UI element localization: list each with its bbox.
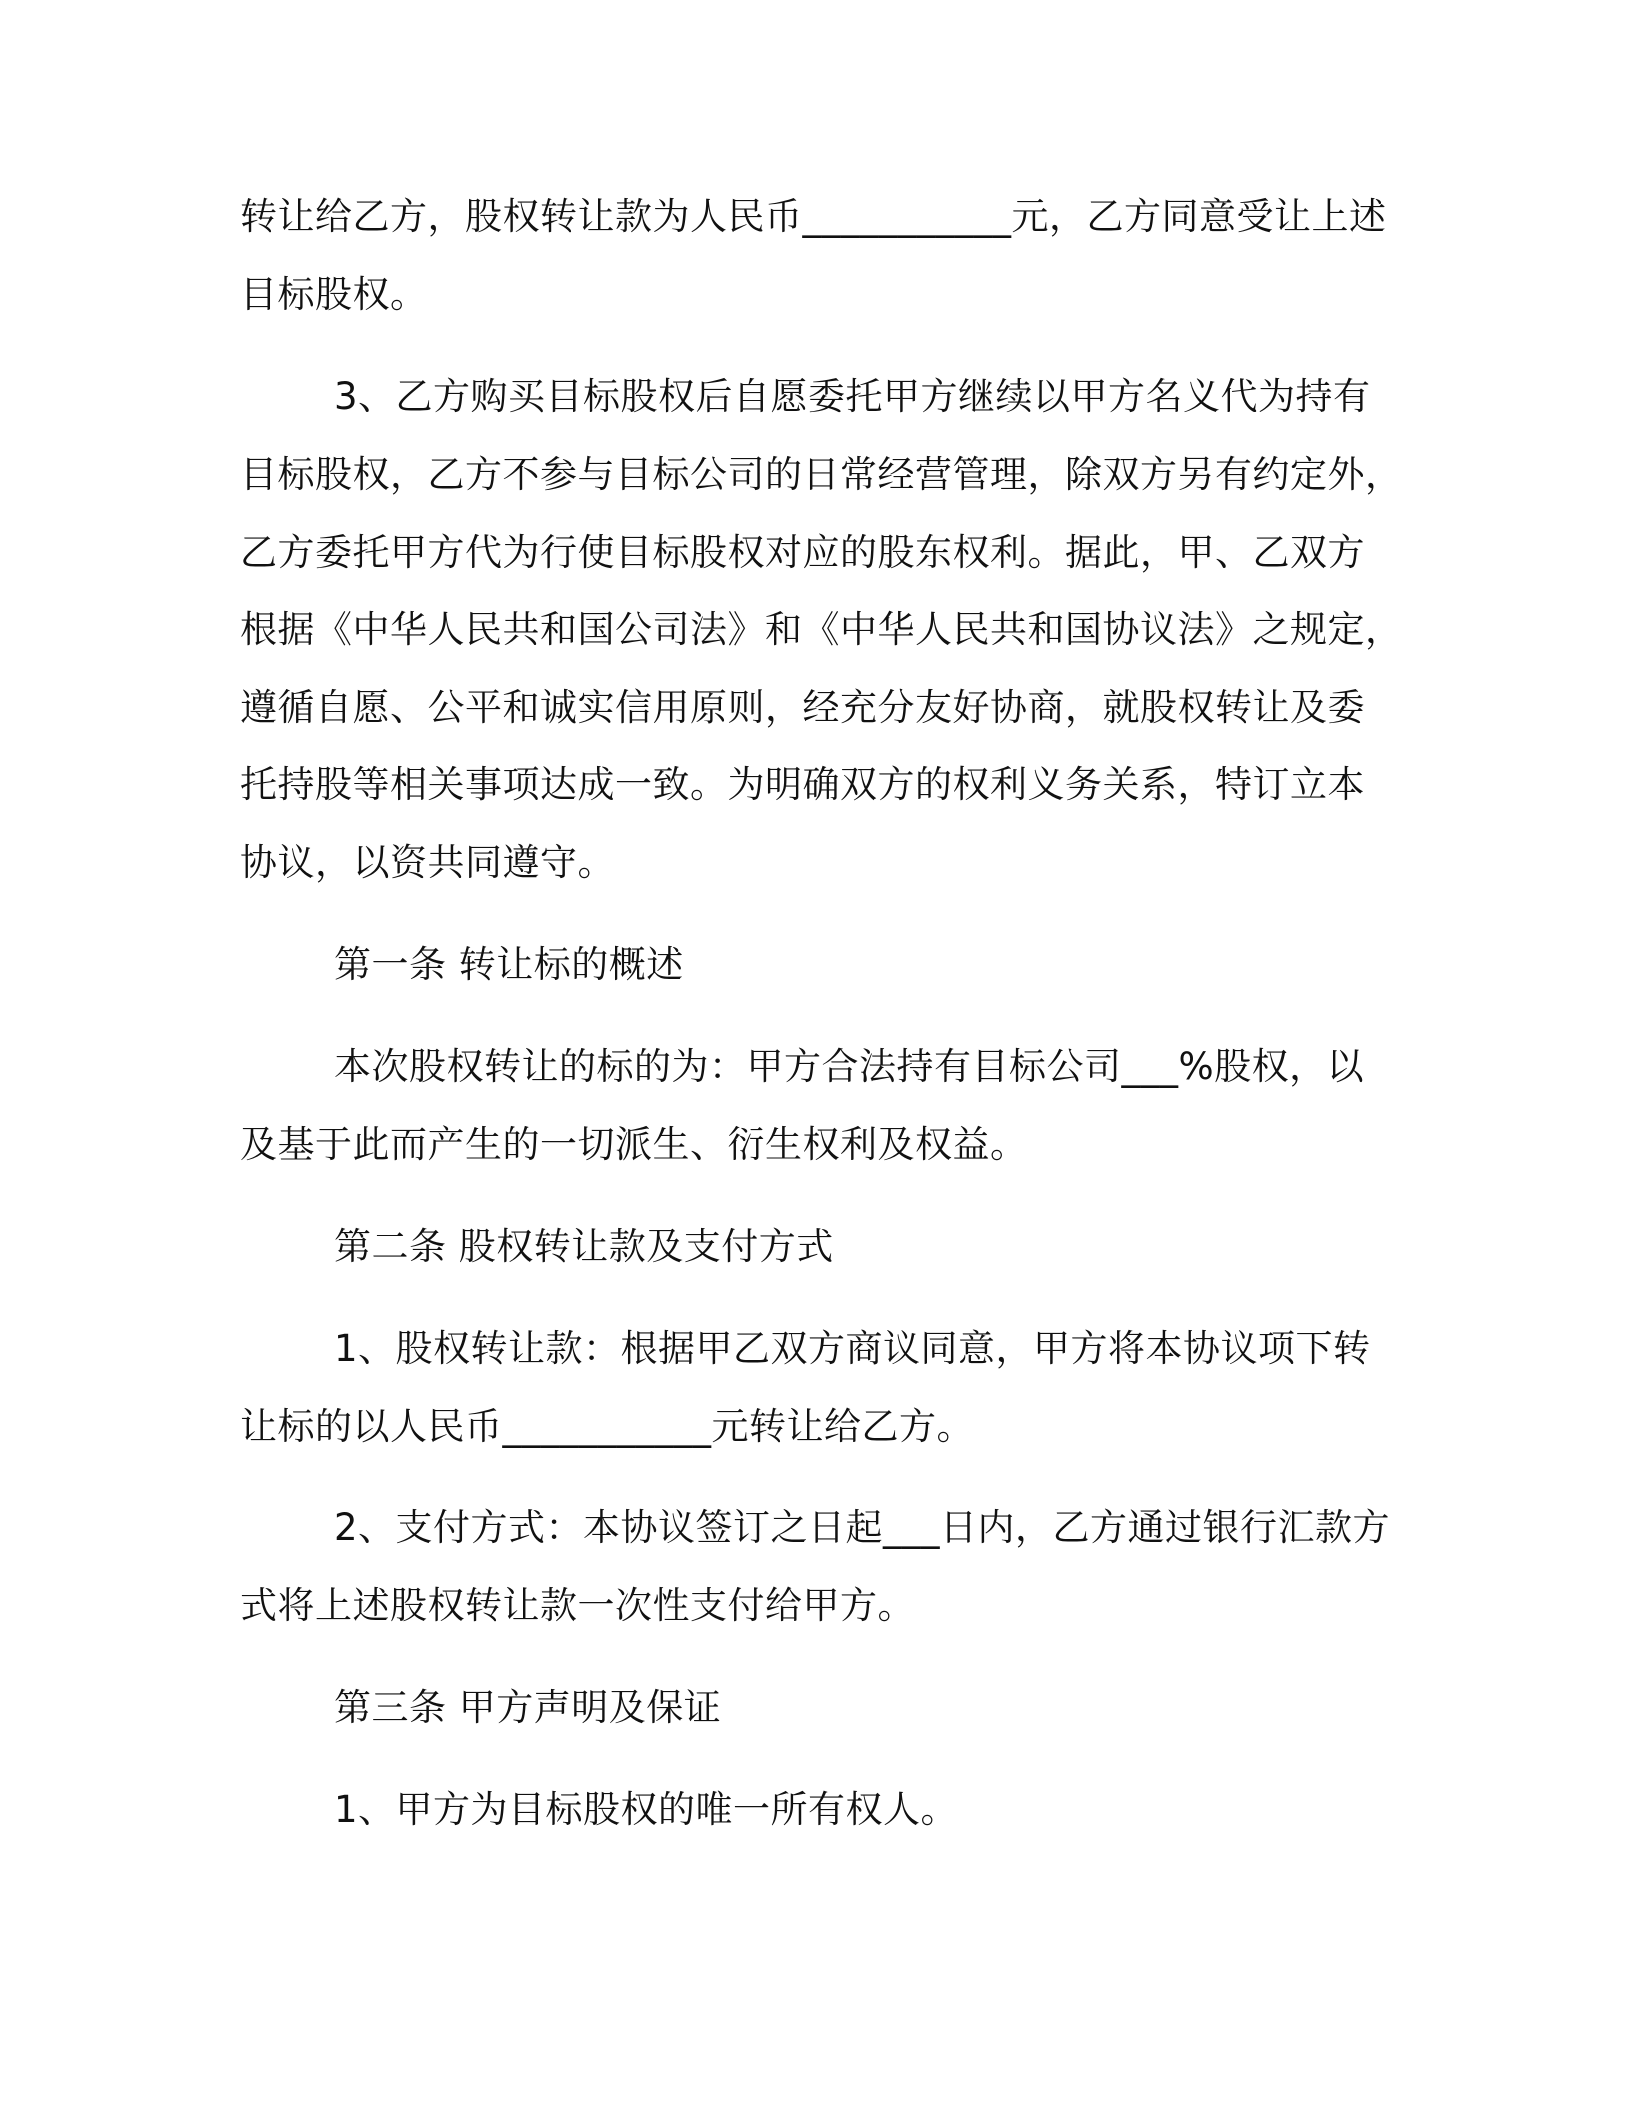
text-line: 目标股权，乙方不参与目标公司的日常经营管理，除双方另有约定外，	[240, 453, 1403, 496]
article-3-item-1: 1、甲方为目标股权的唯一所有权人。	[334, 1788, 959, 1831]
article-3-heading: 第三条 甲方声明及保证	[334, 1686, 722, 1729]
article-2-item-1-start: 1、股权转让款：根据甲乙双方商议同意，甲方将本协议项下转	[334, 1327, 1371, 1370]
text-line: 乙方委托甲方代为行使目标股权对应的股东权利。据此，甲、乙双方	[240, 531, 1365, 574]
text-line: 及基于此而产生的一切派生、衍生权利及权益。	[240, 1123, 1028, 1166]
text-line: 托持股等相关事项达成一致。为明确双方的权利义务关系，特订立本	[240, 763, 1365, 806]
article-2-heading: 第二条 股权转让款及支付方式	[334, 1225, 834, 1268]
text-line: 转让给乙方，股权转让款为人民币___________元，乙方同意受让上述	[240, 195, 1387, 238]
text-line: 式将上述股权转让款一次性支付给甲方。	[240, 1584, 915, 1627]
text-line: 协议，以资共同遵守。	[240, 841, 615, 884]
article-1-body-start: 本次股权转让的标的为：甲方合法持有目标公司___%股权，以	[334, 1045, 1365, 1088]
paragraph-3-start: 3、乙方购买目标股权后自愿委托甲方继续以甲方名义代为持有	[334, 375, 1371, 418]
text-line: 让标的以人民币___________元转让给乙方。	[240, 1405, 974, 1448]
article-2-item-2-start: 2、支付方式：本协议签订之日起___日内，乙方通过银行汇款方	[334, 1506, 1391, 1549]
text-line: 遵循自愿、公平和诚实信用原则，经充分友好协商，就股权转让及委	[240, 686, 1365, 729]
article-1-heading: 第一条 转让标的概述	[334, 943, 684, 986]
text-line: 根据《中华人民共和国公司法》和《中华人民共和国协议法》之规定，	[240, 608, 1403, 651]
text-line: 目标股权。	[240, 273, 428, 316]
